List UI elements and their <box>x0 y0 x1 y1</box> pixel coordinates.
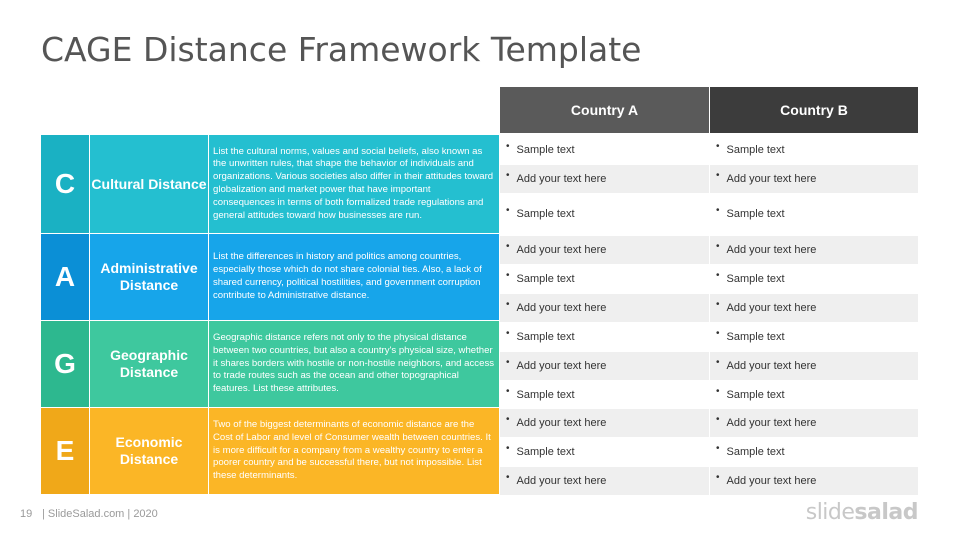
dimension-name-economic: Economic Distance <box>90 408 208 494</box>
table-cell <box>710 165 918 193</box>
cell-text: Sample text <box>726 273 785 285</box>
slidesalad-logo <box>806 500 918 525</box>
table-cell <box>500 265 709 293</box>
table-cell <box>500 352 709 380</box>
table-cell <box>500 165 709 193</box>
bullet-icon: • <box>506 240 510 252</box>
bullet-icon: • <box>716 240 720 252</box>
bullet-icon: • <box>506 169 510 181</box>
table-cell <box>500 323 709 351</box>
dimension-name-cultural: Cultural Distance <box>90 135 208 233</box>
cell-text: Add your text here <box>726 417 817 429</box>
dimension-description-economic: Two of the biggest determinants of economic distance are the Cost of Labor and level of Consumer wealth between countries. It is more difficult for a company from a wealthy country to enter a poorer country and be successful there, but not impossible. List these determinants. <box>209 408 499 494</box>
table-cell <box>500 438 709 466</box>
dimension-name-administrative: Administrative Distance <box>90 234 208 320</box>
bullet-icon: • <box>716 327 720 339</box>
bullet-icon: • <box>506 327 510 339</box>
bullet-icon: • <box>506 442 510 454</box>
cell-text: Sample text <box>516 446 575 458</box>
bullet-icon: • <box>506 356 510 368</box>
table-cell <box>500 294 709 322</box>
table-cell <box>710 381 918 409</box>
cell-text: Add your text here <box>726 244 817 256</box>
table-cell <box>710 136 918 164</box>
table-cell <box>500 136 709 164</box>
table-cell <box>710 200 918 228</box>
bullet-icon: • <box>506 385 510 397</box>
table-cell <box>710 409 918 437</box>
bullet-icon: • <box>716 204 720 216</box>
bullet-icon: • <box>716 413 720 425</box>
column-header-country-b: Country B <box>710 87 918 133</box>
cell-text: Sample text <box>726 144 785 156</box>
cell-text: Add your text here <box>516 475 607 487</box>
table-cell <box>500 200 709 228</box>
cell-text: Add your text here <box>726 360 817 372</box>
cell-text: Sample text <box>726 446 785 458</box>
cell-text: Add your text here <box>516 244 607 256</box>
cell-text: Sample text <box>516 389 575 401</box>
logo-part-slide: slide <box>805 500 855 525</box>
bullet-icon: • <box>716 385 720 397</box>
cell-text: Add your text here <box>516 173 607 185</box>
table-cell <box>710 438 918 466</box>
footer-text: | SlideSalad.com | 2020 <box>42 508 158 520</box>
cage-letter-e: E <box>41 408 89 494</box>
dimension-description-cultural: List the cultural norms, values and social beliefs, also known as the unwritten rules, that shape the behavior of individuals and organizations. Various societies also differ in their attitudes toward globalization and market power that have important consequences in terms of both formalized trade regulations and general attitudes toward how businesses are run. <box>209 135 499 233</box>
table-cell <box>500 409 709 437</box>
bullet-icon: • <box>506 471 510 483</box>
bullet-icon: • <box>716 169 720 181</box>
table-cell <box>500 236 709 264</box>
bullet-icon: • <box>716 140 720 152</box>
dimension-description-geographic: Geographic distance refers not only to the physical distance between two countries, but also a country's physical size, whether it shares borders with hostile or non-hostile neighbors, and access to trade routes such as the ocean and other topographical features. List these attributes. <box>209 321 499 407</box>
table-cell <box>500 467 709 495</box>
bullet-icon: • <box>716 269 720 281</box>
cell-text: Add your text here <box>516 360 607 372</box>
table-cell <box>710 294 918 322</box>
cell-text: Sample text <box>516 208 575 220</box>
bullet-icon: • <box>506 204 510 216</box>
bullet-icon: • <box>506 269 510 281</box>
cell-text: Add your text here <box>726 173 817 185</box>
cell-text: Add your text here <box>516 302 607 314</box>
cell-text: Sample text <box>726 208 785 220</box>
table-cell <box>710 265 918 293</box>
bullet-icon: • <box>506 298 510 310</box>
page-number: 19 <box>20 508 33 520</box>
bullet-icon: • <box>716 356 720 368</box>
bullet-icon: • <box>716 471 720 483</box>
dimension-description-administrative: List the differences in history and politics among countries, especially those which do not share colonial ties. Also, a lack of shared currency, political hostilities, and government corruption contribute to Administrative distance. <box>209 234 499 320</box>
cell-text: Sample text <box>516 144 575 156</box>
cell-text: Sample text <box>516 331 575 343</box>
bullet-icon: • <box>506 413 510 425</box>
cell-text: Add your text here <box>726 302 817 314</box>
cage-letter-g: G <box>41 321 89 407</box>
column-header-country-a: Country A <box>500 87 709 133</box>
logo-part-salad: salad <box>854 500 918 525</box>
table-cell <box>710 467 918 495</box>
table-cell <box>710 323 918 351</box>
cell-text: Sample text <box>516 273 575 285</box>
slide-title: CAGE Distance Framework Template <box>41 30 642 69</box>
cage-letter-c: C <box>41 135 89 233</box>
cage-letter-a: A <box>41 234 89 320</box>
bullet-icon: • <box>506 140 510 152</box>
cell-text: Add your text here <box>726 475 817 487</box>
bullet-icon: • <box>716 298 720 310</box>
cell-text: Sample text <box>726 331 785 343</box>
cell-text: Sample text <box>726 389 785 401</box>
cell-text: Add your text here <box>516 417 607 429</box>
table-cell <box>710 236 918 264</box>
dimension-name-geographic: Geographic Distance <box>90 321 208 407</box>
table-cell <box>710 352 918 380</box>
table-cell <box>500 381 709 409</box>
bullet-icon: • <box>716 442 720 454</box>
